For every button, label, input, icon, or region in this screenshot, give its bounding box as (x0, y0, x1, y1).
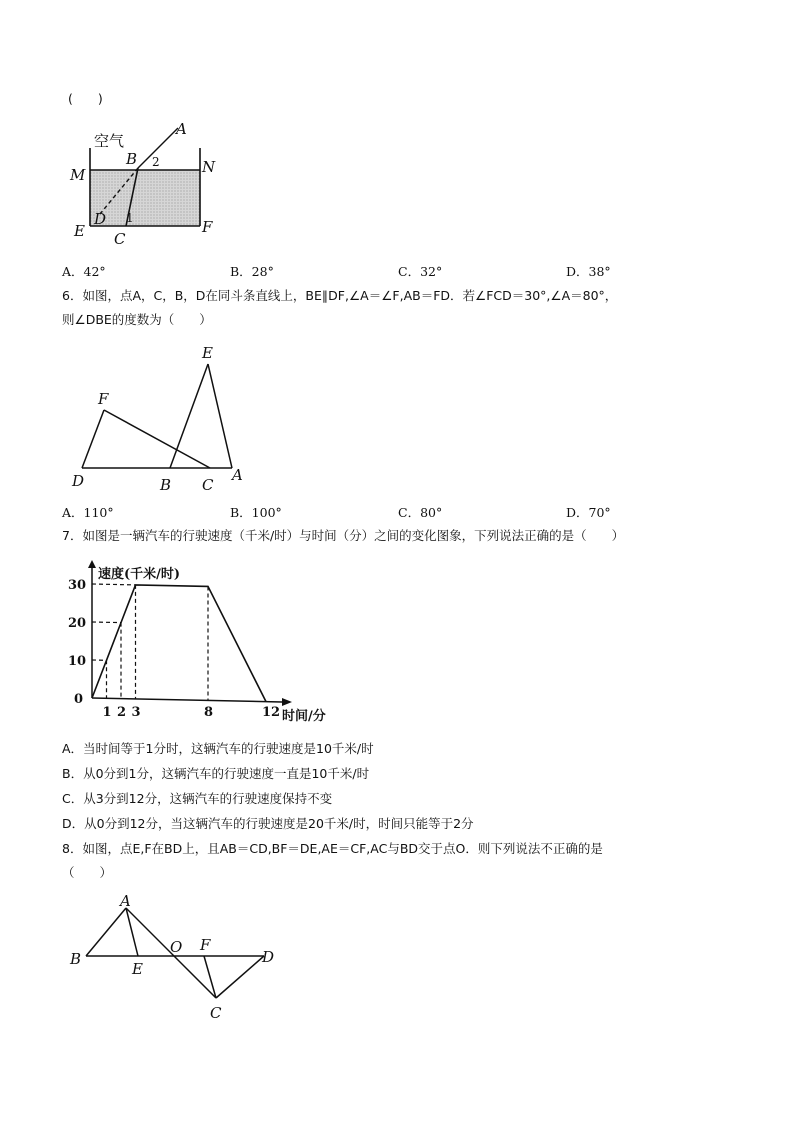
q8-label-F: F (200, 936, 211, 954)
q7-y-tick-label: 30 (68, 578, 87, 593)
q7-x-tick-label: 3 (131, 705, 141, 720)
q5-option-a: A．42° (62, 264, 106, 279)
q7-speed-time-chart (60, 560, 360, 730)
q7-x-axis (92, 698, 282, 702)
q6-line-EA (208, 364, 232, 468)
q8-line-CD (216, 956, 264, 998)
q6-label-E: E (202, 344, 213, 362)
q8-label-B: B (70, 950, 82, 968)
q6-stem-line1: 6．如图，点A，C，B，D在同斗条直线上，BE∥DF,∠A＝∠F,AB＝FD．若∠FCD＝30°,∠A＝80°， (62, 288, 618, 303)
q5-label-1: 1 (126, 211, 134, 225)
q6-label-A: A (232, 466, 243, 484)
q6-option-c: C．80° (398, 505, 443, 520)
q7-xlabel: 时间/分 (282, 709, 326, 724)
q8-label-A: A (120, 892, 131, 910)
q6-line-BE (170, 364, 208, 468)
q7-guide-horizontal-3 (92, 584, 136, 585)
q6-figure (60, 340, 260, 495)
q7-guide-horizontal-2 (92, 622, 121, 623)
q6-line-DF (82, 410, 104, 468)
q7-y-axis-arrow (88, 560, 96, 568)
q7-option-b: B．从0分到1分，这辆汽车的行驶速度一直是10千米/时 (62, 766, 370, 781)
q6-label-C: C (202, 476, 214, 494)
q8-label-C: C (210, 1004, 222, 1022)
q6-label-B: B (160, 476, 172, 494)
q7-option-d: D．从0分到12分，当这辆汽车的行驶速度是20千米/时，时间只能等于2分 (62, 816, 474, 831)
q7-x-axis-arrow (282, 698, 292, 706)
q6-option-d: D．70° (566, 505, 611, 520)
q5-label-D: D (94, 210, 107, 228)
q7-y-tick-label: 10 (68, 654, 87, 669)
q5-figure (60, 118, 230, 248)
q5-label-air: 空气 (94, 132, 125, 150)
q7-x-tick-label: 1 (102, 705, 112, 720)
q7-series-line (92, 585, 266, 702)
q7-ylabel: 速度(千米/时) (98, 567, 181, 582)
q5-label-C: C (114, 230, 126, 248)
q6-option-b: B．100° (230, 505, 282, 520)
q5-water (90, 170, 200, 226)
q8-label-D: D (262, 948, 275, 966)
q7-x-tick-label: 8 (204, 705, 214, 720)
q8-label-O: O (170, 938, 183, 956)
q5-label-E: E (74, 222, 85, 240)
q6-option-a: A．110° (62, 505, 114, 520)
q6-stem-line2: 则∠DBE的度数为（ ） (62, 312, 212, 327)
q5-label-F: F (202, 218, 213, 236)
q8-stem-line1: 8．如图，点E,F在BD上，且AB＝CD,BF＝DE,AE＝CF,AC与BD交于点O．则下列说法不正确的是 (62, 841, 603, 856)
q5-label-M: M (70, 166, 86, 184)
q8-label-E: E (132, 960, 143, 978)
q6-line-FC (104, 410, 210, 468)
q7-option-c: C．从3分到12分，这辆汽车的行驶速度保持不变 (62, 791, 333, 806)
q7-x-tick-label: 12 (262, 705, 281, 720)
q6-label-F: F (98, 390, 109, 408)
q5-option-b: B．28° (230, 264, 274, 279)
q8-stem-line2: （ ） (62, 865, 113, 880)
q7-stem: 7．如图是一辆汽车的行驶速度（千米/时）与时间（分）之间的变化图象，下列说法正确的是（ ） (62, 528, 625, 543)
q5-paren: ( ) (68, 91, 103, 106)
q5-option-c: C．32° (398, 264, 443, 279)
q6-label-D: D (72, 472, 85, 490)
q8-line-BA (86, 908, 126, 956)
q5-option-d: D．38° (566, 264, 611, 279)
q7-x-tick-label: 2 (117, 705, 127, 720)
q7-y-tick-label: 0 (74, 692, 84, 707)
q7-option-a: A．当时间等于1分时，这辆汽车的行驶速度是10千米/时 (62, 741, 374, 756)
q5-label-A: A (176, 120, 187, 138)
q5-label-2: 2 (152, 155, 160, 169)
q8-figure (60, 890, 290, 1030)
q5-label-N: N (202, 158, 216, 176)
q8-line-AE (126, 908, 138, 956)
q7-y-tick-label: 20 (68, 616, 87, 631)
q5-label-B: B (126, 150, 138, 168)
